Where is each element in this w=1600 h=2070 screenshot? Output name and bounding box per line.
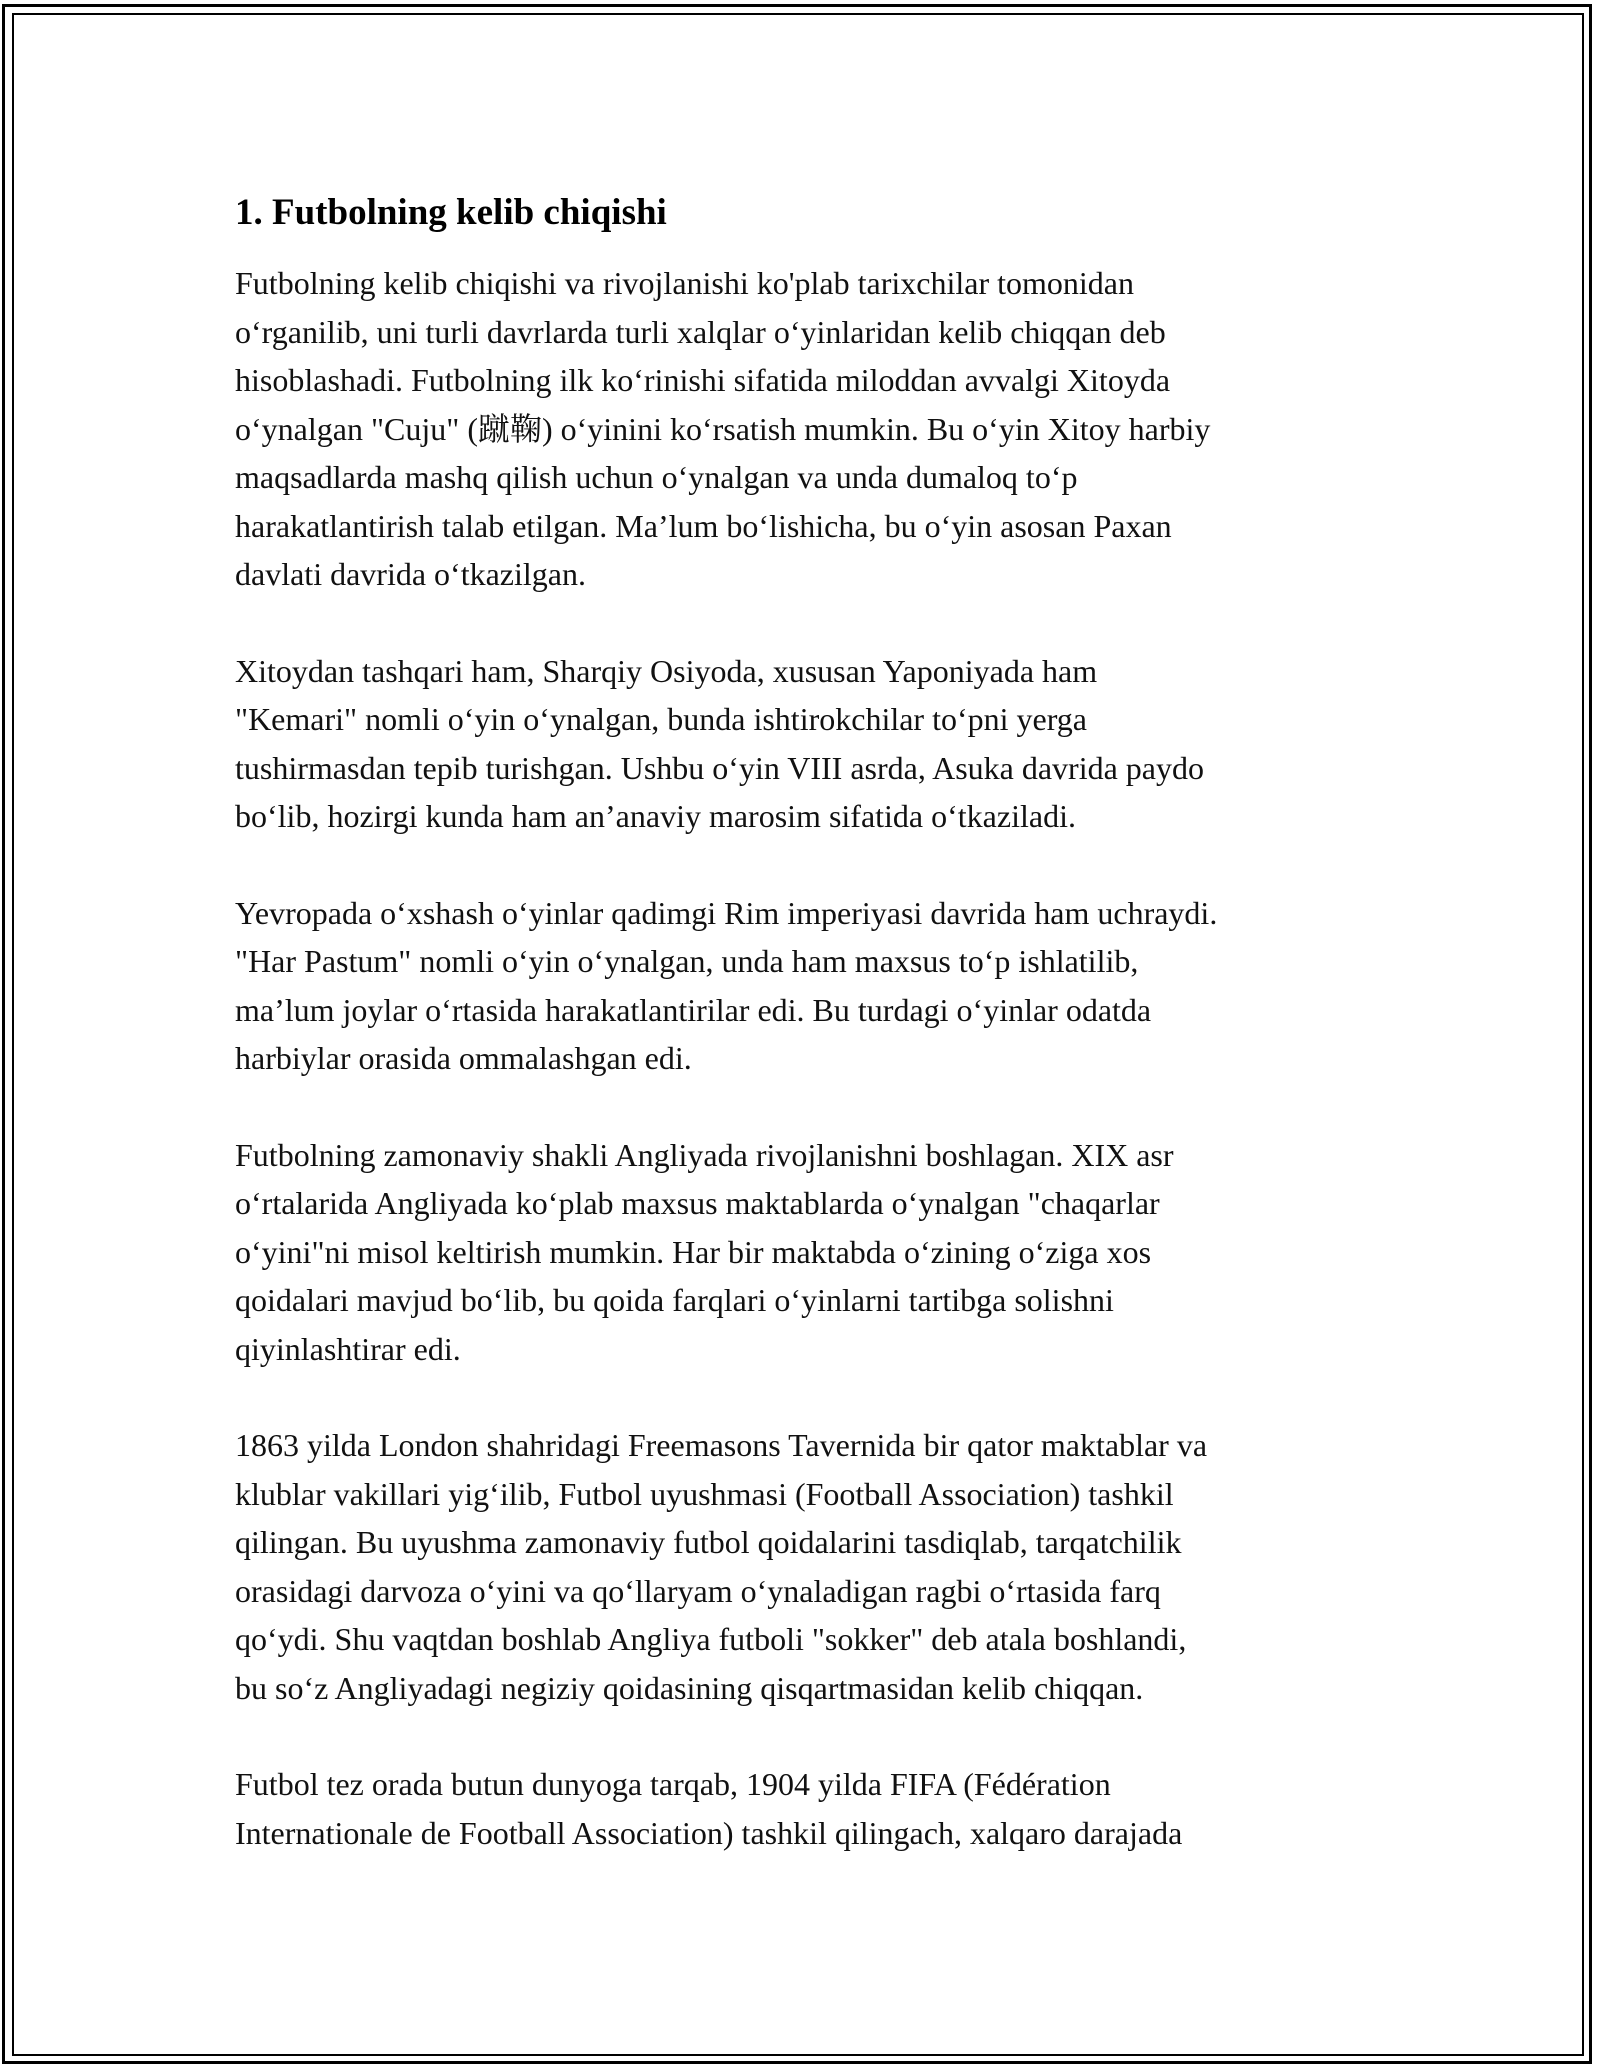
text-line: qilingan. Bu uyushma zamonaviy futbol qoidalarini tasdiqlab, tarqatchilik [235,1524,1182,1560]
text-line: qiyinlashtirar edi. [235,1330,461,1367]
paragraph-kemari [235,647,1415,841]
text-line: Futbolning kelib chiqishi va rivojlanishi ko'plab tarixchilar tomonidan [235,265,1134,301]
text-line: o‘rtalarida Angliyada ko‘plab maxsus maktablarda o‘ynalgan "chaqarlar [235,1185,1160,1221]
text-line: o‘yini"ni misol keltirish mumkin. Har bir maktabda o‘zining o‘ziga xos [235,1233,1152,1270]
text-line: Xitoydan tashqari ham, Sharqiy Osiyoda, xususan Yaponiyada ham [235,652,1098,689]
paragraph-cuju [235,259,1415,599]
text-line: hisoblashadi. Futbolning ilk ko‘rinishi sifatida miloddan avvalgi Xitoyda [235,362,1171,398]
text-line: harakatlantirish talab etilgan. Ma’lum bo‘lishicha, bu o‘yin asosan Paxan [235,507,1172,544]
text-line: Futbol tez orada butun dunyoga tarqab, 1904 yilda FIFA (Fédération [235,1766,1111,1802]
text-line: qoidalari mavjud bo‘lib, bu qoida farqlari o‘yinlarni tartibga solishni [235,1282,1114,1318]
text-line: Yevropada o‘xshash o‘yinlar qadimgi Rim imperiyasi davrida ham uchraydi. [235,894,1218,931]
text-line: orasidagi darvoza o‘yini va qo‘llaryam o‘ynaladigan ragbi o‘rtasida farq [235,1572,1161,1609]
text-line: harbiylar orasida ommalashgan edi. [235,1040,692,1076]
text-line: tushirmasdan tepib turishgan. Ushbu o‘yin VIII asrda, Asuka davrida paydo [235,749,1204,786]
text-line: ma’lum joylar o‘rtasida harakatlantirilar edi. Bu turdagi o‘yinlar odatda [235,991,1152,1028]
text-line: davlati davrida o‘tkazilgan. [235,556,586,592]
paragraph-fifa [235,1760,1415,1857]
text-line: klublar vakillari yig‘ilib, Futbol uyushmasi (Football Association) tashkil [235,1475,1174,1512]
text-line: qo‘ydi. Shu vaqtdan boshlab Angliya futboli "sokker" deb atala boshlandi, [235,1621,1187,1657]
document-body [235,185,1415,1905]
text-line: Futbolning zamonaviy shakli Angliyada rivojlanishni boshlagan. XIX asr [235,1136,1174,1173]
paragraph-england [235,1131,1415,1374]
text-line: "Har Pastum" nomli o‘yin o‘ynalgan, unda ham maxsus to‘p ishlatilib, [235,943,1139,979]
section-heading: 1. Futbolning kelib chiqishi [235,192,667,233]
text-line: "Kemari" nomli o‘yin o‘ynalgan, bunda ishtirokchilar to‘pni yerga [235,701,1087,737]
paragraph-rome [235,889,1415,1083]
text-line: bu so‘z Angliyadagi negiziy qoidasining qisqartmasidan kelib chiqqan. [235,1669,1144,1706]
text-line: 1863 yilda London shahridagi Freemasons Tavernida bir qator maktablar va [235,1427,1208,1463]
text-line: o‘ynalgan "Cuju" (蹴鞠) o‘yinini ko‘rsatish mumkin. Bu o‘yin Xitoy harbiy [235,410,1211,447]
text-line: Internationale de Football Association) tashkil qilingach, xalqaro darajada [235,1814,1183,1851]
paragraph-football-association [235,1421,1415,1712]
text-line: o‘rganilib, uni turli davrlarda turli xalqlar o‘yinlaridan kelib chiqqan deb [235,313,1166,350]
text-line: bo‘lib, hozirgi kunda ham an’anaviy marosim sifatida o‘tkaziladi. [235,798,1076,834]
text-line: maqsadlarda mashq qilish uchun o‘ynalgan va unda dumaloq to‘p [235,459,1078,495]
